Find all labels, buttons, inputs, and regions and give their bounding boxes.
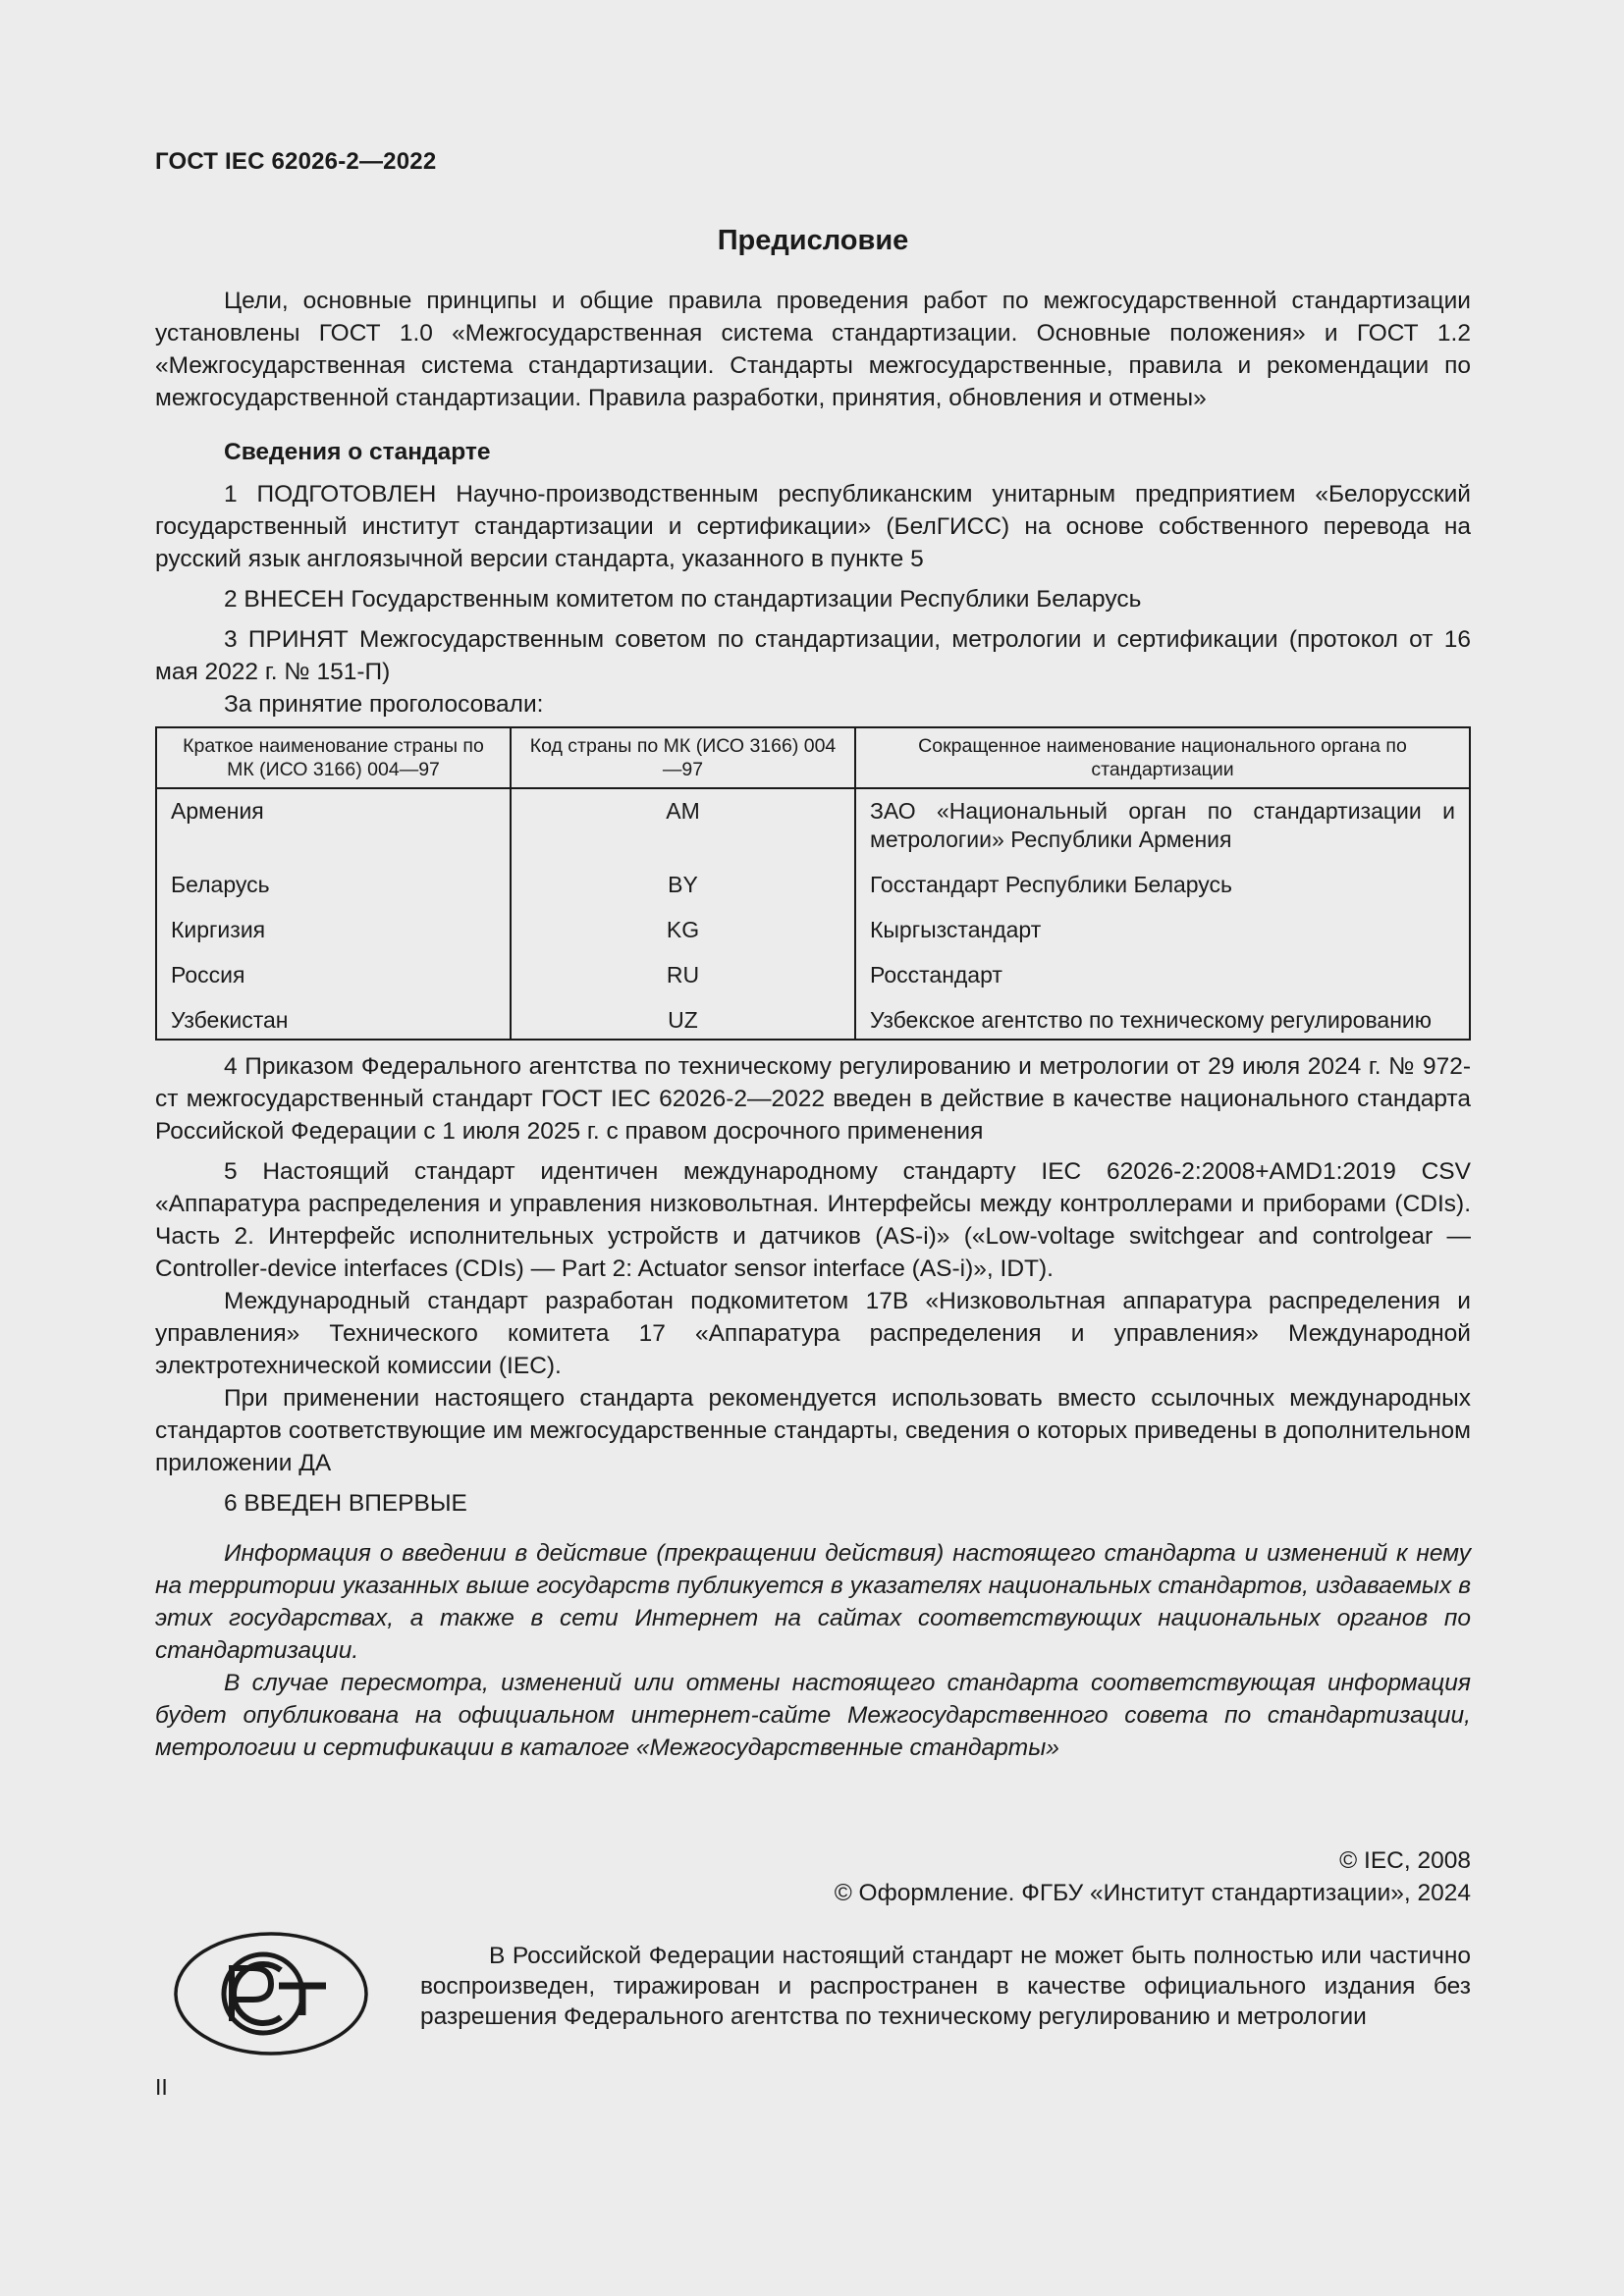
country-cell: Киргизия (156, 912, 511, 957)
code-cell: BY (511, 867, 855, 912)
body-cell: Госстандарт Республики Беларусь (855, 867, 1470, 912)
item-3: 3 ПРИНЯТ Межгосударственным советом по стандартизации, метрологии и сертификации (протокол от 16 мая 2022 г. № 151-П) (155, 626, 1471, 685)
page-title: Предисловие (717, 225, 909, 256)
reproduction-notice: В Российской Федерации настоящий стандарт не может быть полностью или частично воспроизведен, тиражирован и распространен в качестве официального издания без разрешения Федерального агентства по техническому регулированию и метрологии (420, 1943, 1471, 2030)
table-row (156, 912, 1470, 957)
body-cell: Росстандарт (855, 957, 1470, 1002)
table-row (156, 867, 1470, 912)
code-cell: KG (511, 912, 855, 957)
voting-table (155, 726, 1471, 1041)
copyright-design: © Оформление. ФГБУ «Институт стандартизации», 2024 (834, 1880, 1471, 1906)
table-header-row (156, 727, 1470, 788)
item-2: 2 ВНЕСЕН Государственным комитетом по стандартизации Республики Беларусь (224, 586, 1142, 613)
item-5-references: При применении настоящего стандарта рекомендуется использовать вместо ссылочных международных стандартов соответствующие им межгосударственные стандарты, сведения о которых приведены в дополнительном приложении ДА (155, 1385, 1471, 1476)
table-header-code: Код страны по МК (ИСО 3166) 004—97 (511, 727, 855, 788)
page-number: II (155, 2074, 168, 2100)
table-row (156, 957, 1470, 1002)
code-cell: UZ (511, 1002, 855, 1040)
country-cell: Армения (156, 788, 511, 867)
section-heading: Сведения о стандарте (224, 439, 491, 465)
document-code-header: ГОСТ IEC 62026-2—2022 (155, 148, 437, 175)
copyright-block (835, 1844, 1471, 1909)
country-cell: Узбекистан (156, 1002, 511, 1040)
item-4: 4 Приказом Федерального агентства по техническому регулированию и метрологии от 29 июля 2024 г. № 972-ст межгосударственный стандарт ГОСТ IEC 62026-2—2022 введен в действие в качестве национального стандарта Российской Федерации с 1 июля 2025 г. с правом досрочного применения (155, 1053, 1471, 1145)
table-row (156, 1002, 1470, 1040)
table-header-body: Сокращенное наименование национального органа по стандартизации (855, 727, 1470, 788)
table-header-country: Краткое наименование страны по МК (ИСО 3166) 004—97 (156, 727, 511, 788)
info-revision-paragraph: В случае пересмотра, изменений или отмены настоящего стандарта соответствующая информация будет опубликована на официальном интернет-сайте Межгосударственного совета по стандартизации, метрологии и сертификации в каталоге «Межгосударственные стандарты» (155, 1670, 1471, 1761)
code-cell: RU (511, 957, 855, 1002)
body-cell: Кыргызстандарт (855, 912, 1470, 957)
vote-caption: За принятие проголосовали: (224, 691, 544, 718)
rst-logo-icon (173, 1931, 369, 2056)
copyright-iec: © IEC, 2008 (1339, 1847, 1471, 1874)
info-publication-paragraph: Информация о введении в действие (прекращении действия) настоящего стандарта и изменений к нему на территории указанных выше государств публикуется в указателях национальных стандартов, издаваемых в этих государствах, а также в сети Интернет на сайтах соответствующих национальных органов по стандартизации. (155, 1540, 1471, 1664)
item-5: 5 Настоящий стандарт идентичен международному стандарту IEC 62026-2:2008+AMD1:2019 CSV «Аппаратура распределения и управления низковольтная. Интерфейсы между контроллерами и приборами (CDIs). Часть 2. Интерфейс исполнительных устройств и датчиков (AS-i)» («Low-voltage switchgear and controlgear — Controller-device interfaces (CDIs) — Part 2: Actuator sensor interface (AS-i)», IDT). (155, 1158, 1471, 1282)
body-cell: ЗАО «Национальный орган по стандартизации и метрологии» Республики Армения (855, 788, 1470, 867)
country-cell: Россия (156, 957, 511, 1002)
table-row (156, 788, 1470, 867)
item-6: 6 ВВЕДЕН ВПЕРВЫЕ (224, 1490, 467, 1517)
item-1: 1 ПОДГОТОВЛЕН Научно-производственным республиканским унитарным предприятием «Белорусский государственный институт стандартизации и сертификации» (БелГИСС) на основе собственного перевода на русский язык англоязычной версии стандарта, указанного в пункте 5 (155, 481, 1471, 572)
code-cell: AM (511, 788, 855, 867)
country-cell: Беларусь (156, 867, 511, 912)
body-cell: Узбекское агентство по техническому регулированию (855, 1002, 1470, 1040)
item-5-developer: Международный стандарт разработан подкомитетом 17B «Низковольтная аппаратура распределения и управления» Технического комитета 17 «Аппаратура распределения и управления» Международной электротехнической комиссии (IEC). (155, 1288, 1471, 1379)
intro-paragraph: Цели, основные принципы и общие правила проведения работ по межгосударственной стандартизации установлены ГОСТ 1.0 «Межгосударственная система стандартизации. Основные положения» и ГОСТ 1.2 «Межгосударственная система стандартизации. Стандарты межгосударственные, правила и рекомендации по межгосударственной стандартизации. Правила разработки, принятия, обновления и отмены» (155, 288, 1471, 411)
foreword-body (155, 285, 1471, 1764)
